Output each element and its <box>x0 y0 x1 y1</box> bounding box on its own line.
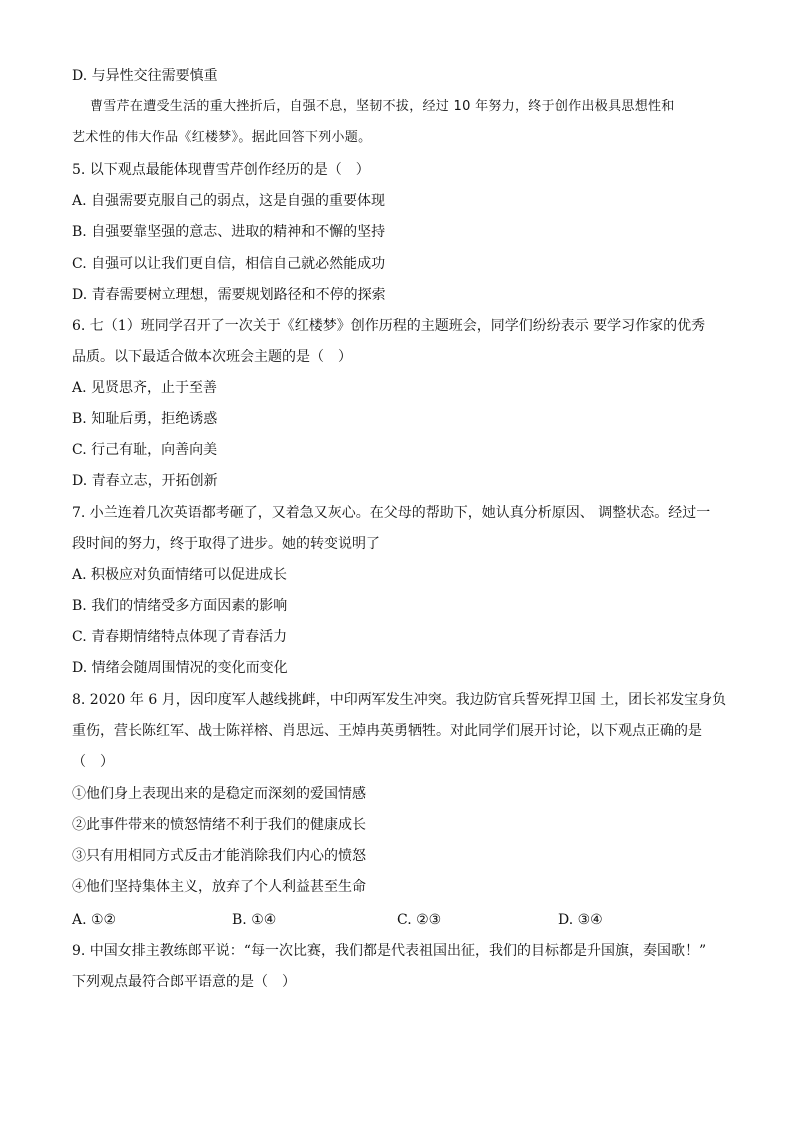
question-9-stem-line-2: 下列观点最符合郎平语意的是（ ） <box>72 974 296 990</box>
question-9-stem-line-1: 9. 中国女排主教练郎平说：“每一次比赛，我们都是代表祖国出征，我们的目标都是升国旗，奏国歌！” <box>72 943 707 959</box>
q5-option-a: A. 自强需要克服自己的弱点，这是自强的重要体现 <box>72 193 386 209</box>
question-8-stem-line-1: 8. 2020 年 6 月，因印度军人越线挑衅，中印两军发生冲突。我边防官兵誓死捍卫国 土，团长祁发宝身负 <box>72 692 727 708</box>
q8-option-c: C. ②③ <box>397 912 442 928</box>
q8-statement-4: ④他们坚持集体主义，放弃了个人利益甚至生命 <box>72 879 366 895</box>
q8-statement-3: ③只有用相同方式反击才能消除我们内心的愤怒 <box>72 848 366 864</box>
intro-paragraph-line-1: 曹雪芹在遭受生活的重大挫折后，自强不息，坚韧不拔，经过 10 年努力，终于创作出极具思想性和 <box>90 99 675 114</box>
question-6-stem-line-2: 品质。以下最适合做本次班会主题的是（ ） <box>72 349 352 365</box>
q6-option-b: B. 知耻后勇，拒绝诱惑 <box>72 411 218 427</box>
q5-option-b: B. 自强要靠坚强的意志、进取的精神和不懈的坚持 <box>72 224 386 240</box>
q8-statement-2: ②此事件带来的愤怒情绪不利于我们的健康成长 <box>72 817 366 833</box>
question-8-stem-line-2: 重伤，营长陈红军、战士陈祥榕、肖思远、王焯冉英勇牺牲。对此同学们展开讨论，以下观点正确的是 <box>72 723 702 739</box>
q6-option-d: D. 青春立志，开拓创新 <box>72 473 218 489</box>
q7-option-a: A. 积极应对负面情绪可以促进成长 <box>72 567 288 583</box>
q8-option-d: D. ③④ <box>558 912 603 928</box>
option-d-text: D. 与异性交往需要慎重 <box>72 68 218 84</box>
q8-statement-1: ①他们身上表现出来的是稳定而深刻的爱国情感 <box>72 786 366 802</box>
question-8-blank: （ ） <box>72 754 114 770</box>
q6-option-a: A. 见贤思齐，止于至善 <box>72 380 218 396</box>
question-7-stem-line-2: 段时间的努力，终于取得了进步。她的转变说明了 <box>72 536 380 552</box>
q7-option-c: C. 青春期情绪特点体现了青春活力 <box>72 629 288 645</box>
intro-paragraph-line-2: 艺术性的伟大作品《红楼梦》。据此回答下列小题。 <box>72 130 372 145</box>
question-6-stem-line-1: 6. 七（1）班同学召开了一次关于《红楼梦》创作历程的主题班会，同学们纷纷表示 要学习作家的优秀 <box>72 318 706 334</box>
q5-option-d: D. 青春需要树立理想，需要规划路径和不停的探索 <box>72 287 386 303</box>
q8-options-row <box>72 910 712 930</box>
q7-option-b: B. 我们的情绪受多方面因素的影响 <box>72 598 288 614</box>
q8-option-a: A. ①② <box>72 912 117 928</box>
q7-option-d: D. 情绪会随周围情况的变化而变化 <box>72 660 288 676</box>
q8-option-b: B. ①④ <box>232 912 277 928</box>
q5-option-c: C. 自强可以让我们更自信，相信自己就必然能成功 <box>72 256 386 272</box>
question-7-stem-line-1: 7. 小兰连着几次英语都考砸了，又着急又灰心。在父母的帮助下，她认真分析原因、 调整状态。经过一 <box>72 505 711 521</box>
question-5-stem: 5. 以下观点最能体现曹雪芹创作经历的是（ ） <box>72 162 370 178</box>
q6-option-c: C. 行己有耻，向善向美 <box>72 442 218 458</box>
